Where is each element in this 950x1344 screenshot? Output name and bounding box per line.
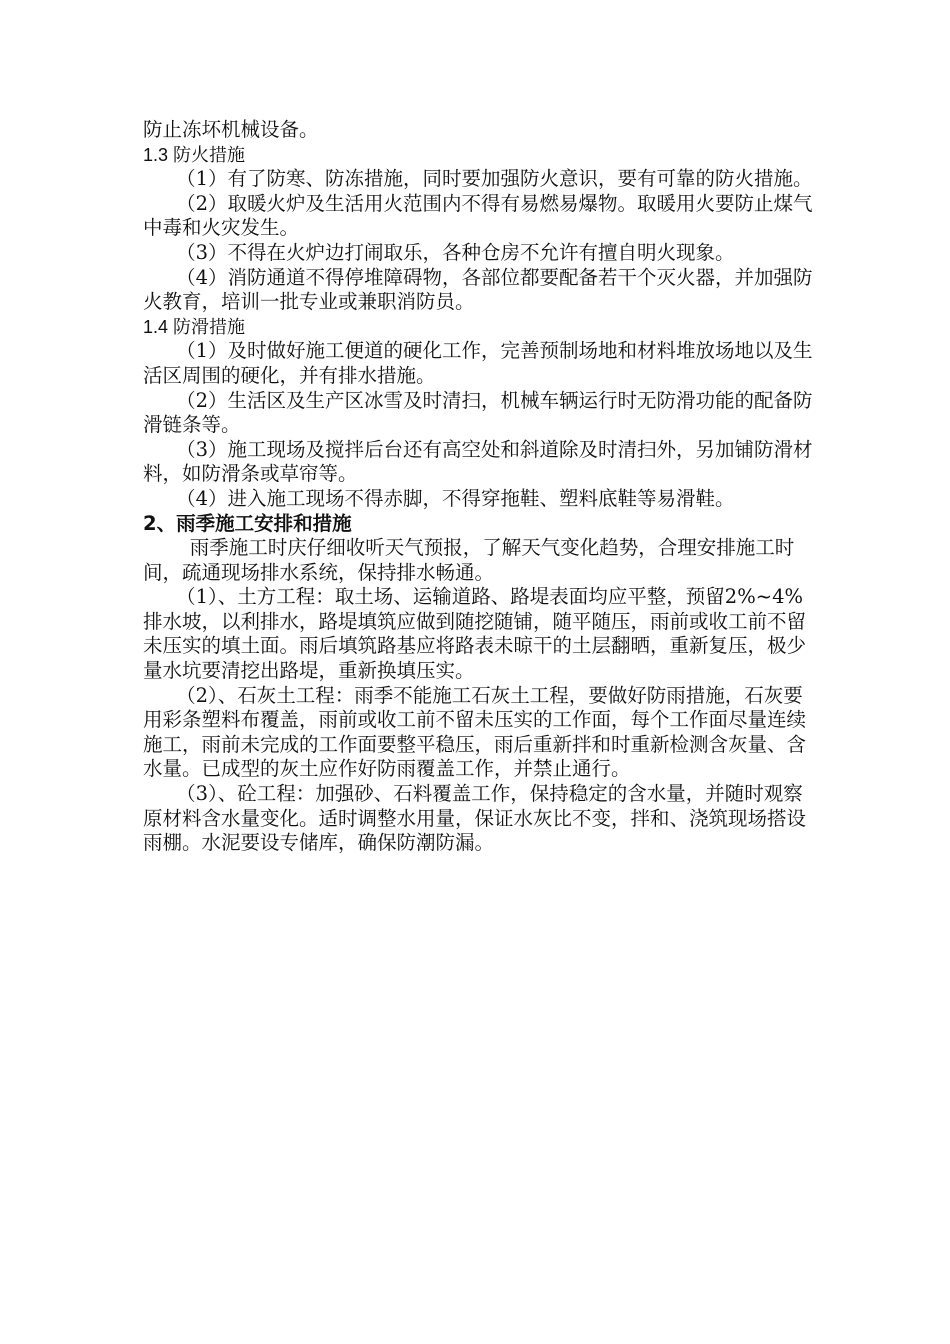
list-item: （3）、砼工程：加强砂、石料覆盖工作，保持稳定的含水量，并随时观察原材料含水量变化。适时调整水用量，保证水灰比不变，拌和、浇筑现场搭设雨棚。水泥要设专储库，确保防潮防漏。 [143, 782, 807, 855]
paragraph-continuation: 防止冻坏机械设备。 [143, 118, 319, 141]
list-item: （4）消防通道不得停堆障碍物，各部位都要配备若干个灭火器，并加强防火教育，培训一批专业或兼职消防员。 [143, 265, 813, 314]
list-item: （3）施工现场及搅拌后台还有高空处和斜道除及时清扫外，另加铺防滑材料，如防滑条或草帘等。 [143, 437, 813, 486]
list-item: （2）生活区及生产区冰雪及时清扫，机械车辆运行时无防滑功能的配备防滑链条等。 [143, 388, 813, 437]
list-item: （1）、土方工程：取土场、运输道路、路堤表面均应平整，预留2%~4%排水坡，以利排水，路堤填筑应做到随挖随铺，随平随压，雨前或收工前不留未压实的填土面。雨后填筑路基应将路表未晾干的土层翻晒，重新复压，极少量水坑要清挖出路堤，重新换填压实。 [143, 585, 807, 683]
list-item: （4）进入施工现场不得赤脚，不得穿拖鞋、塑料底鞋等易滑鞋。 [176, 486, 735, 510]
section-heading-anti-slip: 1.4 防滑措施 [143, 316, 246, 337]
paragraph-intro: 雨季施工时庆仔细收听天气预报，了解天气变化趋势，合理安排施工时间，疏通现场排水系统，保持排水畅通。 [143, 536, 795, 584]
section-heading-fire-prevention: 1.3 防火措施 [143, 144, 246, 165]
section-heading-rainy-season: 2、雨季施工安排和措施 [143, 511, 352, 535]
list-item: （1）有了防寒、防冻措施，同时要加强防火意识，要有可靠的防火措施。 [176, 167, 813, 191]
document-page [143, 118, 813, 856]
list-item: （3）不得在火炉边打闹取乐，各种仓房不允许有擅自明火现象。 [176, 240, 735, 264]
list-item: （1）及时做好施工便道的硬化工作，完善预制场地和材料堆放场地以及生活区周围的硬化，并有排水措施。 [143, 339, 813, 387]
list-item: （2）、石灰土工程：雨季不能施工石灰土工程，要做好防雨措施，石灰要用彩条塑料布覆盖，雨前或收工前不留未压实的工作面，每个工作面尽量连续施工，雨前未完成的工作面要整平稳压，雨后重新拌和时重新检测含灰量、含水量。已成型的灰土应作好防雨覆盖工作，并禁止通行。 [143, 683, 807, 781]
list-item: （2）取暖火炉及生活用火范围内不得有易燃易爆物。取暖用火要防止煤气中毒和火灾发生。 [143, 191, 813, 240]
